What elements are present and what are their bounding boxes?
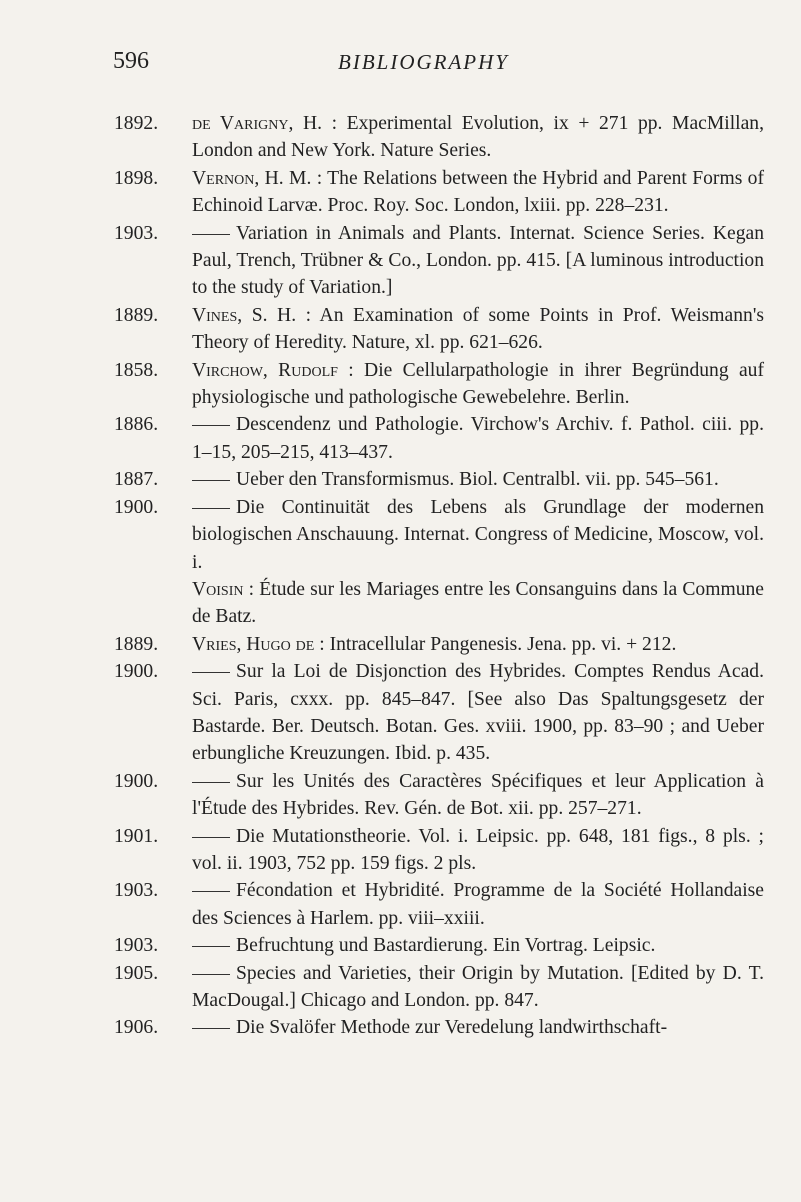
bibliography-entry xyxy=(114,466,764,493)
entry-text: Die Mutationstheorie. Vol. i. Leipsic. pp. 648, 181 figs., 8 pls. ; vol. ii. 1903, 752 pp. 159 figs. 2 pls. xyxy=(192,825,764,874)
entry-year: 1903. xyxy=(114,222,159,244)
bibliography-entry xyxy=(114,823,764,878)
entry-year: 1900. xyxy=(114,661,159,683)
entry-author: Virchow, Rudolf : xyxy=(192,359,354,381)
entry-author: de Varigny, H. : xyxy=(192,113,338,134)
entry-year: 1906. xyxy=(114,1017,159,1039)
entry-year: 1889. xyxy=(114,633,159,655)
entry-year: 1905. xyxy=(114,962,159,984)
entry-year: 1903. xyxy=(114,880,159,902)
bibliography-entry xyxy=(114,411,764,466)
entry-text: Étude sur les Mariages entre les Consanguins dans la Commune de Batz. xyxy=(192,578,764,628)
entry-text: Die Continuität des Lebens als Grundlage der modernen biologischen Anschauung. Internat. Congress of Medicine, Moscow, vol. i. xyxy=(192,496,764,573)
entry-text: Die Cellularpathologie in ihrer Begründung auf physiologische und pathologische Gewebelehre. Berlin. xyxy=(192,359,764,409)
bibliography-entry xyxy=(114,658,764,768)
entry-text: An Examination of some Points in Prof. Weismann's Theory of Heredity. Nature, xl. pp. 621–626. xyxy=(192,304,764,354)
entry-year: 1886. xyxy=(114,414,159,436)
bibliography-entry xyxy=(114,768,764,823)
entry-author: Voisin : xyxy=(192,578,255,600)
bibliography-entry xyxy=(114,960,764,1015)
ditto-rule xyxy=(192,425,230,426)
entry-year: 1900. xyxy=(114,770,159,792)
running-head: BIBLIOGRAPHY xyxy=(338,50,509,74)
ditto-rule xyxy=(192,480,230,481)
bibliography-entry xyxy=(114,302,764,357)
entry-author: Vines, S. H. : xyxy=(192,304,312,326)
entry-text: The Relations between the Hybrid and Parent Forms of Echinoid Larvæ. Proc. Roy. Soc. London, lxiii. pp. 228–231. xyxy=(192,167,765,217)
ditto-rule xyxy=(192,946,230,947)
bibliography-entry xyxy=(114,357,764,412)
ditto-rule xyxy=(192,1028,230,1029)
entry-text: Variation in Animals and Plants. Internat. Science Series. Kegan Paul, Trench, Trübner & Co., London. pp. 415. [A luminous introduction to the study of Variation.] xyxy=(192,222,764,299)
ditto-rule xyxy=(192,234,230,235)
bibliography-entry xyxy=(114,110,764,165)
bibliography-list xyxy=(114,110,764,1042)
entry-year: 1898. xyxy=(114,167,159,189)
entry-text: Descendenz und Pathologie. Virchow's Archiv. f. Pathol. ciii. pp. 1–15, 205–215, 413–437. xyxy=(192,414,764,463)
bibliography-entry xyxy=(114,494,764,576)
entry-text: Intracellular Pangenesis. Jena. pp. vi. + 212. xyxy=(324,633,677,655)
entry-text: Sur la Loi de Disjonction des Hybrides. Comptes Rendus Acad. Sci. Paris, cxxx. pp. 845–847. [See also Das Spaltungsgesetz der Bastarde. Ber. Deutsch. Botan. Ges. xviii. 1900, pp. 83–90 ; and Ueber erbungliche Kreuzungen. Ibid. p. 435. xyxy=(192,661,764,765)
entry-text: Species and Varieties, their Origin by Mutation. [Edited by D. T. MacDougal.] Chicago and London. pp. 847. xyxy=(192,962,764,1011)
bibliography-entry xyxy=(114,165,764,220)
entry-year: 1858. xyxy=(114,359,159,381)
bibliography-entry xyxy=(114,220,764,302)
bibliography-entry xyxy=(114,932,764,959)
entry-author: Vries, Hugo de : xyxy=(192,633,325,655)
entry-author: Vernon, H. M. : xyxy=(192,167,323,189)
entry-text: Die Svalöfer Methode zur Veredelung landwirthschaft- xyxy=(236,1017,668,1039)
ditto-rule xyxy=(192,837,230,838)
entry-year: 1889. xyxy=(114,304,159,326)
entry-text: Befruchtung und Bastardierung. Ein Vortrag. Leipsic. xyxy=(236,935,656,957)
entry-text: Sur les Unités des Caractères Spécifiques et leur Application à l'Étude des Hybrides. Rev. Gén. de Bot. xii. pp. 257–271. xyxy=(192,770,764,820)
bibliography-entry xyxy=(114,576,764,631)
page-number: 596 xyxy=(113,48,149,74)
entry-text: Fécondation et Hybridité. Programme de la Société Hollandaise des Sciences à Harlem. pp. viii–xxiii. xyxy=(192,880,764,929)
ditto-rule xyxy=(192,782,230,783)
ditto-rule xyxy=(192,974,230,975)
entry-text: Experimental Evolution, ix + 271 pp. MacMillan, London and New York. Nature Series. xyxy=(192,113,764,162)
bibliography-entry xyxy=(114,877,764,932)
entry-text: Ueber den Transformismus. Biol. Centralbl. vii. pp. 545–561. xyxy=(236,469,719,491)
entry-year: 1887. xyxy=(114,469,159,491)
entry-year: 1900. xyxy=(114,496,159,518)
bibliography-entry xyxy=(114,631,764,658)
entry-year: 1903. xyxy=(114,935,159,957)
entry-year: 1901. xyxy=(114,825,159,847)
ditto-rule xyxy=(192,891,230,892)
entry-year: 1892. xyxy=(114,113,159,134)
bibliography-entry xyxy=(114,1014,764,1041)
ditto-rule xyxy=(192,508,230,509)
ditto-rule xyxy=(192,672,230,673)
